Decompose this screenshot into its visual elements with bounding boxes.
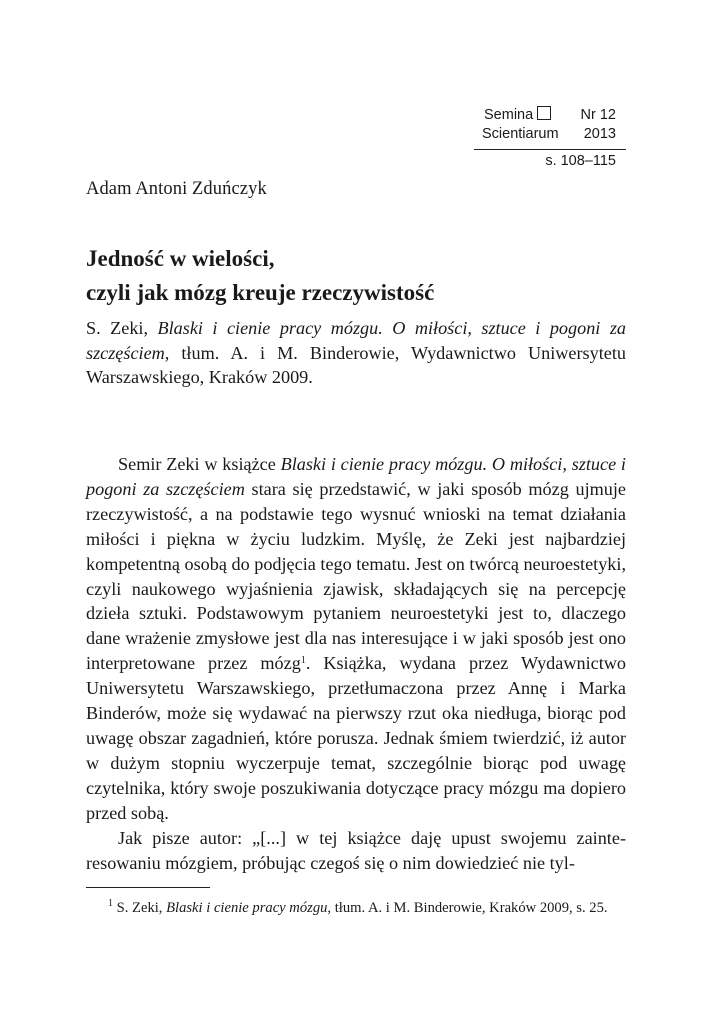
title-line-2: czyli jak mózg kreuje rzeczywistość [86, 280, 435, 305]
paragraph-1-end: . Książka, wydana przez Wydawnictwo Uniwersytetu Warszawskiego, przetłumaczona przez Annę i Marka Binderów, może się wydawać na pierwszy rzut oka niedługa, biorąc pod uwagę obszar zagadnień, które porusza. Jednak śmiem twierdzić, iż autor w dużym stopniu wyczerpuje temat, szczególnie biorąc pod uwagę czytelnika, który swoje poszukiwania dotyczące pracy mózgu ma dopiero przed sobą. [86, 653, 626, 823]
paragraph-1-middle: stara się przedstawić, w jaki sposób mózg ujmuje rzeczywistość, a na podstawie tego wysnuć wnioski na temat działania miłości i piękna w życiu ludzkim. Myślę, że Zeki jest najbardziej kompetentną osobą do podjęcia tego tematu. Jest on twórcą neuroestetyki, czyli naukowego wyjaśnienia zjawisk, składających się na percepcję dzieła sztuki. Podstawowym pytaniem neuroestetyki jest to, dlaczego dane wrażenie zmysłowe jest dla nas interesujące i w jaki sposób jest ono interpretowane przez mózg [86, 478, 626, 674]
journal-year: 2013 [583, 126, 616, 142]
journal-name-part-2: Scientiarum [482, 126, 559, 142]
reviewed-book-author: S. Zeki, [86, 318, 158, 338]
footnote-author: S. Zeki, [113, 900, 167, 916]
square-icon [537, 106, 551, 120]
footnote-reference: 1 [300, 655, 306, 667]
paragraph-1 [86, 452, 626, 826]
journal-name-part-1: Semina [484, 106, 551, 125]
paragraph-1-start: Semir Zeki w książce [118, 454, 281, 474]
reviewed-book-details: , tłum. A. i M. Binderowie, Wydawnictwo Uniwersytetu Warszawskiego, Kraków 2009. [86, 342, 626, 387]
footnote [86, 898, 626, 918]
article-body [86, 452, 626, 875]
journal-row-1 [474, 106, 626, 125]
article-author: Adam Antoni Zduńczyk [86, 179, 267, 199]
title-line-1: Jedność w wielości, [86, 246, 275, 271]
issue-number: Nr 12 [580, 107, 616, 123]
article-title [86, 242, 646, 310]
footnote-rest: , tłum. A. i M. Binderowie, Kraków 2009, s. 25. [327, 900, 608, 916]
paragraph-2: Jak pisze autor: „[...] w tej książce daję upust swojemu zainteresowaniu mózgiem, próbując czegoś się o nim dowiedzieć nie tyl- [86, 827, 626, 873]
footnote-title: Blaski i cienie pracy mózgu [166, 900, 328, 916]
reviewed-book-citation [86, 316, 626, 390]
footnote-number: 1 [108, 898, 113, 909]
header-divider [474, 149, 626, 150]
reviewed-book-title: Blaski i cienie pracy mózgu. O miłości, sztuce i pogoni za szczęściem [86, 318, 626, 363]
footnote-divider [86, 887, 210, 888]
page-range: s. 108–115 [545, 153, 616, 169]
journal-header [474, 106, 626, 171]
journal-row-2 [474, 125, 626, 144]
paragraph-1-book-title: Blaski i cienie pracy mózgu. O miłości, sztuce i pogoni za szczęściem [86, 454, 626, 499]
